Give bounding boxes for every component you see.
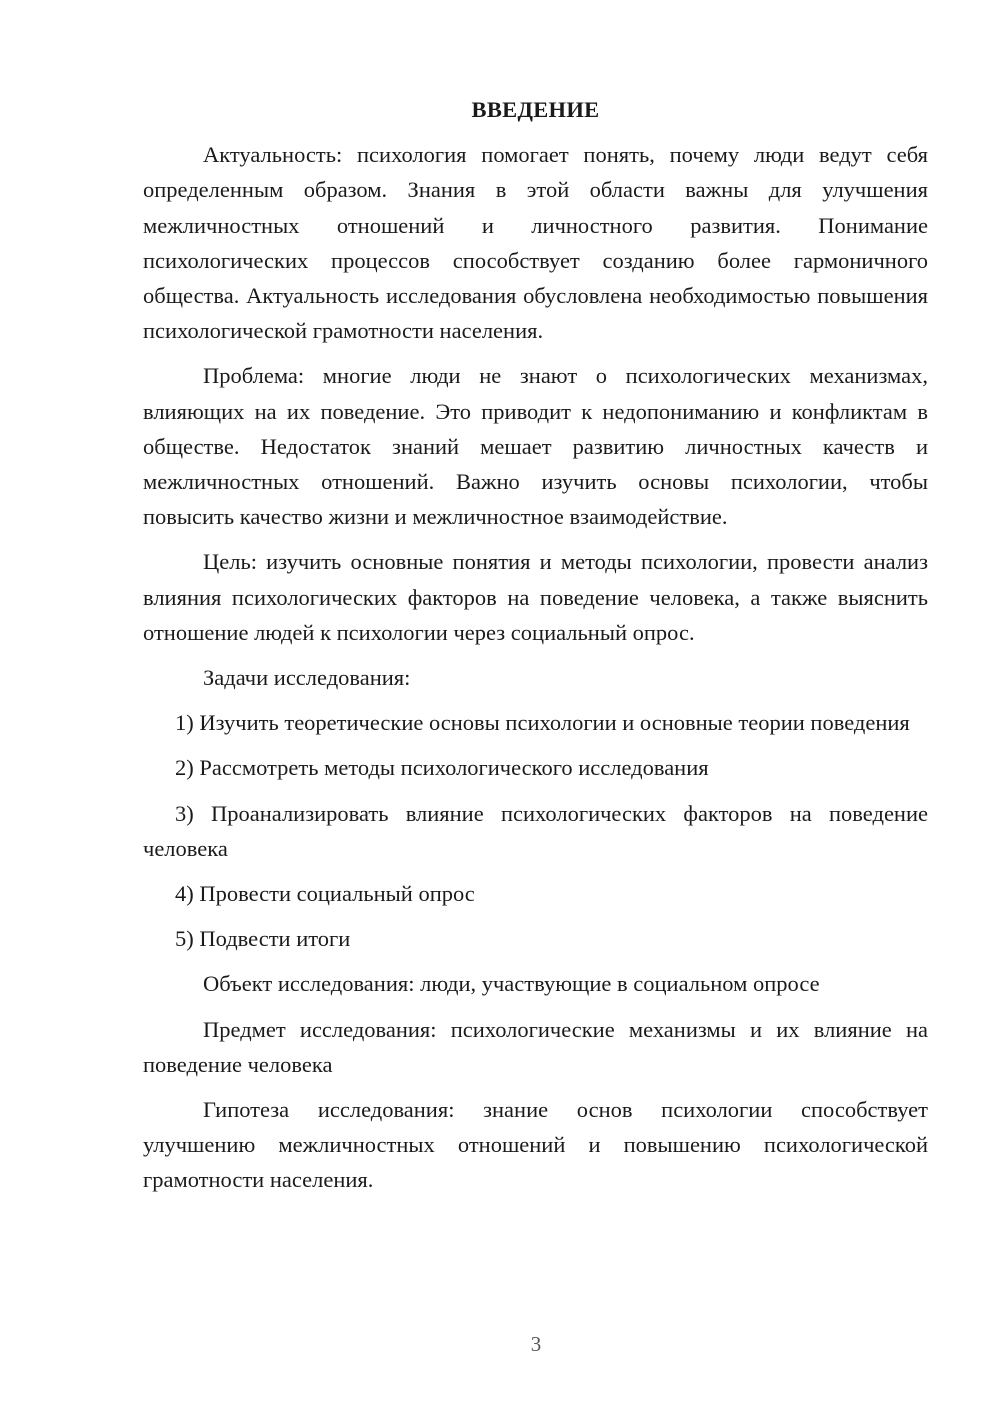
task-item: 2) Рассмотреть методы психологического исследования (175, 755, 709, 781)
page-title: ВВЕДЕНИЕ (471, 97, 600, 122)
page-number: 3 (530, 1332, 542, 1356)
task-item: 5) Подвести итоги (175, 926, 351, 952)
paragraph-object: Объект исследования: люди, участвующие в социальном опросе (203, 971, 820, 997)
task-item: 3) Проанализировать влияние психологических факторов на поведение человека (143, 800, 928, 861)
task-item: 4) Провести социальный опрос (175, 881, 475, 907)
paragraph-problem: Проблема: многие люди не знают о психологических механизмах, влияющих на их поведение. Это приводит к недопониманию и конфликтам в обществе. Недостаток знаний мешает развитию личностных качеств и межличностных отношений. Важно изучить основы психологии, чтобы повысить качество жизни и межличностное взаимодействие. (143, 363, 928, 530)
task-item: 1) Изучить теоретические основы психологии и основные теории поведения (175, 710, 910, 736)
tasks-heading: Задачи исследования: (203, 665, 411, 691)
paragraph-goal: Цель: изучить основные понятия и методы психологии, провести анализ влияния психологических факторов на поведение человека, а также выяснить отношение людей к психологии через социальный опрос. (143, 549, 928, 645)
paragraph-subject: Предмет исследования: психологические механизмы и их влияние на поведение человека (143, 1016, 928, 1077)
paragraph-hypothesis: Гипотеза исследования: знание основ психологии способствует улучшению межличностных отношений и повышению психологической грамотности населения. (143, 1097, 928, 1193)
paragraph-relevance: Актуальность: психология помогает понять, почему люди ведут себя определенным образом. Знания в этой области важны для улучшения межличностных отношений и личностного развития. Понимание психологических процессов способствует созданию более гармоничного общества. Актуальность исследования обусловлена необходимостью повышения психологической грамотности населения. (143, 142, 928, 344)
page-content (143, 92, 928, 1208)
